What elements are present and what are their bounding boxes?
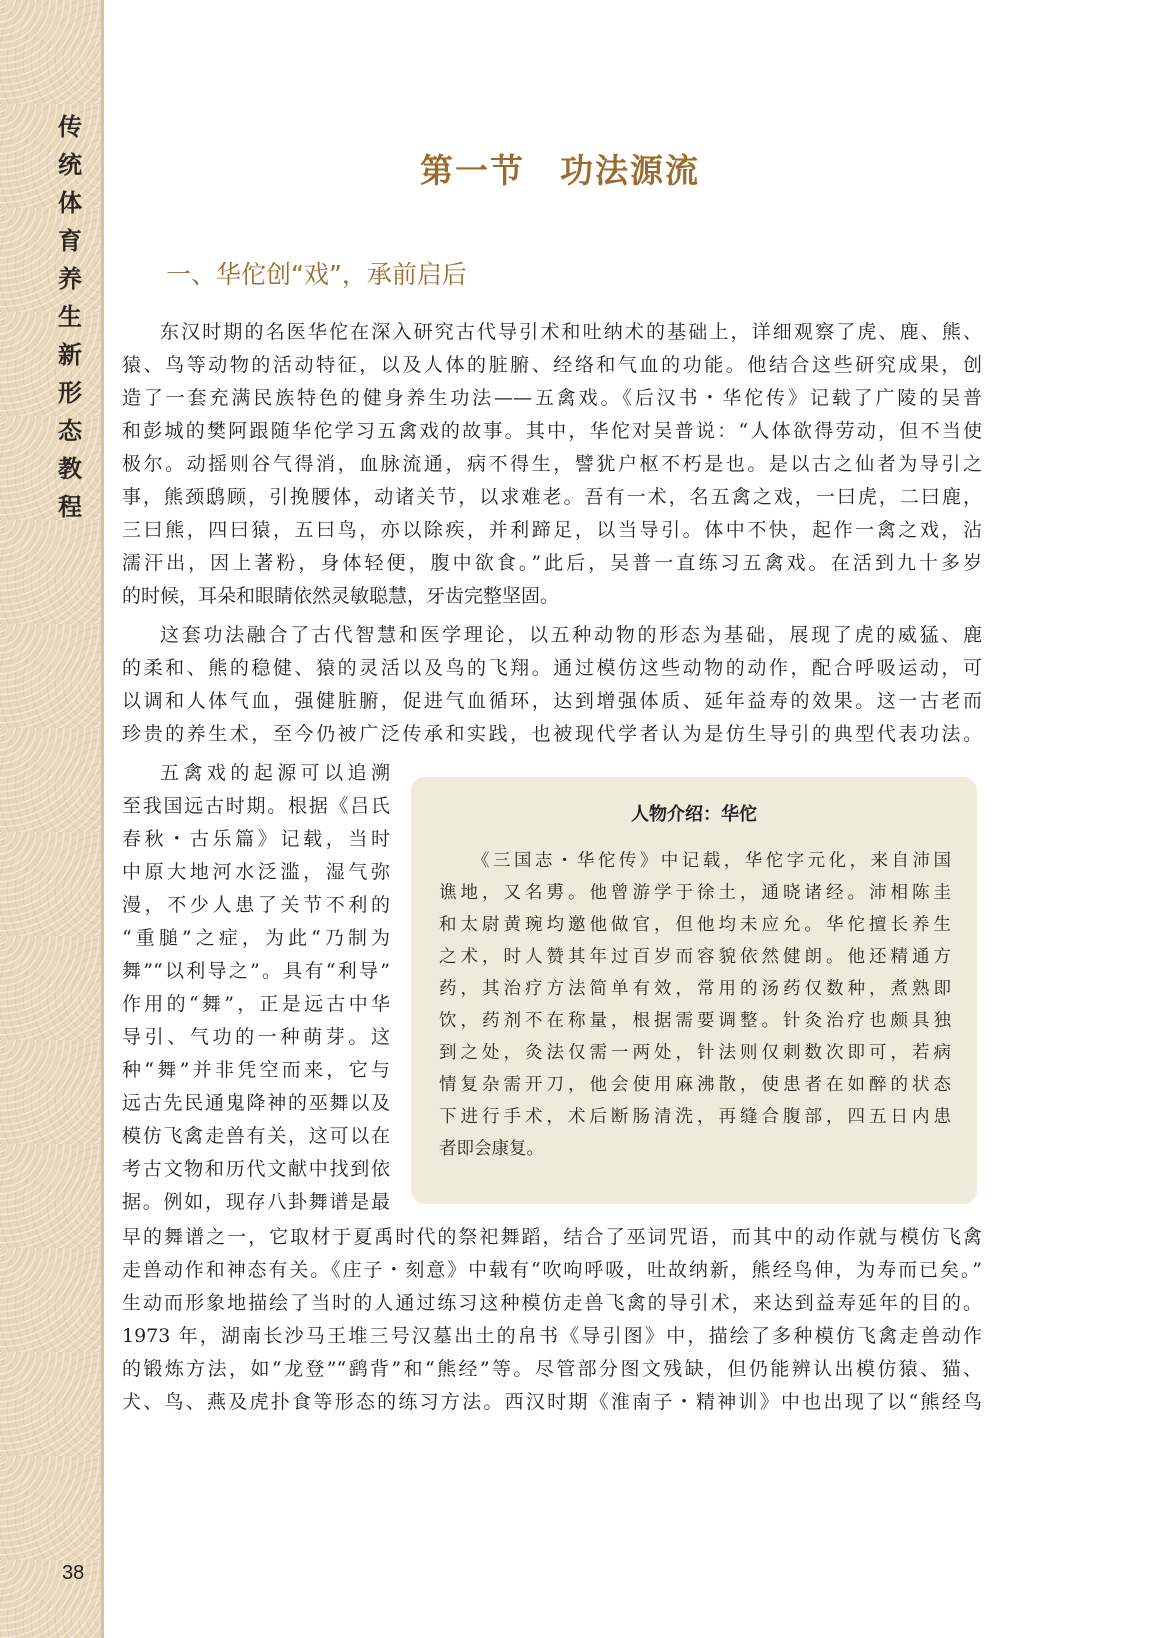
- text-line: 东汉时期的名医华佗在深入研究古代导引术和吐纳术的基础上，详细观察了虎、鹿、熊、: [160, 321, 982, 343]
- text-line: 和彭城的樊阿跟随华佗学习五禽戏的故事。其中，华佗对吴普说：“人体欲得劳动，但不当使: [122, 420, 982, 442]
- book-title-char: 体: [58, 188, 82, 217]
- book-title-char: 教: [58, 454, 82, 483]
- text-line: 至我国远古时期。根据《吕氏: [122, 795, 390, 817]
- text-line: 中原大地河水泛滥，湿气弥: [122, 861, 390, 883]
- text-line: 极尔。动摇则谷气得消，血脉流通，病不得生，譬犹户枢不朽是也。是以古之仙者为导引之: [122, 453, 982, 475]
- box-text-line: 饮，药剂不在称量，根据需要调整。针灸治疗也颇具独: [439, 1011, 951, 1031]
- box-text-line: 下进行手术，术后断肠清洗，再缝合腹部，四五日内患: [439, 1107, 951, 1127]
- text-line: 漫，不少人患了关节不利的: [122, 894, 390, 916]
- subsection-title: 一、华佗创“戏”，承前启后: [166, 260, 467, 289]
- text-line: 这套功法融合了古代智慧和医学理论，以五种动物的形态为基础，展现了虎的威猛、鹿: [160, 624, 982, 646]
- book-title-char: 育: [58, 226, 82, 255]
- box-text-line: 和太尉黄琬均邀他做官，但他均未应允。华佗擅长养生: [439, 915, 951, 935]
- book-title-vertical: [54, 108, 86, 526]
- text-line: 舞”“以利导之”。具有“利导”: [122, 960, 390, 982]
- text-line: 三曰熊，四曰猿，五曰鸟，亦以除疾，并利蹄足，以当导引。体中不快，起作一禽之戏，沾: [122, 519, 982, 541]
- book-title-char: 态: [58, 416, 82, 445]
- text-line: 导引、气功的一种萌芽。这: [122, 1026, 390, 1048]
- text-line: 猿、鸟等动物的活动特征，以及人体的脏腑、经络和气血的功能。他结合这些研究成果，创: [122, 354, 982, 376]
- text-line: 五禽戏的起源可以追溯: [160, 762, 390, 784]
- text-line: 以调和人体气血，强健脏腑，促进气血循环，达到增强体质、延年益寿的效果。这一古老而: [122, 690, 982, 712]
- text-line: 犬、鸟、燕及虎扑食等形态的练习方法。西汉时期《淮南子・精神训》中也出现了以“熊经鸟: [122, 1391, 982, 1413]
- text-line: 据。例如，现存八卦舞谱是最: [122, 1191, 390, 1213]
- box-text-line: 《三国志・华佗传》中记载，华佗字元化，来自沛国: [472, 851, 951, 871]
- text-line: 事，熊颈鸱顾，引挽腰体，动诸关节，以求难老。吾有一术，名五禽之戏，一曰虎，二曰鹿，: [122, 486, 982, 508]
- box-title: 人物介绍：华佗: [631, 804, 757, 825]
- text-line: 珍贵的养生术，至今仍被广泛传承和实践，也被现代学者认为是仿生导引的典型代表功法。: [122, 723, 982, 745]
- text-line: 的柔和、熊的稳健、猿的灵活以及鸟的飞翔。通过模仿这些动物的动作，配合呼吸运动，可: [122, 657, 982, 679]
- text-line: 濡汗出，因上著粉，身体轻便，腹中欲食。”此后，吴普一直练习五禽戏。在活到九十多岁: [122, 552, 982, 574]
- box-text-line: 药，其治疗方法简单有效，常用的汤药仅数种，煮熟即: [439, 979, 951, 999]
- section-title: 第一节 功法源流: [420, 151, 700, 190]
- book-title-char: 程: [58, 492, 82, 521]
- box-text-line: 之术，时人赞其年过百岁而容貌依然健朗。他还精通方: [439, 947, 951, 967]
- book-title-char: 形: [58, 378, 82, 407]
- text-line: 远古先民通鬼降神的巫舞以及: [122, 1092, 390, 1114]
- text-line: 造了一套充满民族特色的健身养生功法——五禽戏。《后汉书・华佗传》记载了广陵的吴普: [122, 387, 982, 409]
- page-number: 38: [62, 1562, 85, 1584]
- box-text-line: 者即会康复。: [439, 1139, 544, 1159]
- box-text-line: 谯地，又名旉。他曾游学于徐土，通晓诸经。沛相陈圭: [439, 883, 951, 903]
- text-line: 早的舞谱之一，它取材于夏禹时代的祭祀舞蹈，结合了巫词咒语，而其中的动作就与模仿飞禽: [122, 1226, 982, 1248]
- text-line: 春秋・古乐篇》记载，当时: [122, 828, 390, 850]
- book-title-char: 传: [58, 112, 82, 141]
- box-text-line: 到之处，灸法仅需一两处，针法则仅刺数次即可，若病: [439, 1043, 951, 1063]
- text-line: 模仿飞禽走兽有关，这可以在: [122, 1125, 390, 1147]
- text-line: 作用的“舞”，正是远古中华: [122, 993, 390, 1015]
- text-line: 走兽动作和神态有关。《庄子・刻意》中载有“吹呴呼吸，吐故纳新，熊经鸟伸，为寿而已矣。”: [122, 1259, 982, 1281]
- book-title-char: 生: [58, 302, 82, 331]
- book-title-char: 养: [58, 264, 82, 293]
- text-line: 的锻炼方法，如“龙登”“鹞背”和“熊经”等。尽管部分图文残缺，但仍能辨认出模仿猿、猫、: [122, 1358, 982, 1380]
- decorative-side-band: [0, 0, 104, 1638]
- box-text-line: 情复杂需开刀，他会使用麻沸散，使患者在如醉的状态: [439, 1075, 951, 1095]
- book-title-char: 新: [58, 340, 82, 369]
- text-line: 生动而形象地描绘了当时的人通过练习这种模仿走兽飞禽的导引术，来达到益寿延年的目的。: [122, 1292, 982, 1314]
- text-line: 种“舞”并非凭空而来，它与: [122, 1059, 390, 1081]
- book-title-char: 统: [58, 150, 82, 179]
- text-line: 考古文物和历代文献中找到依: [122, 1158, 390, 1180]
- text-line: “重膇”之症，为此“乃制为: [122, 927, 390, 949]
- text-line: 的时候，耳朵和眼睛依然灵敏聪慧，牙齿完整坚固。: [122, 585, 560, 607]
- text-line: 1973 年，湖南长沙马王堆三号汉墓出土的帛书《导引图》中，描绘了多种模仿飞禽走兽动作: [122, 1325, 982, 1347]
